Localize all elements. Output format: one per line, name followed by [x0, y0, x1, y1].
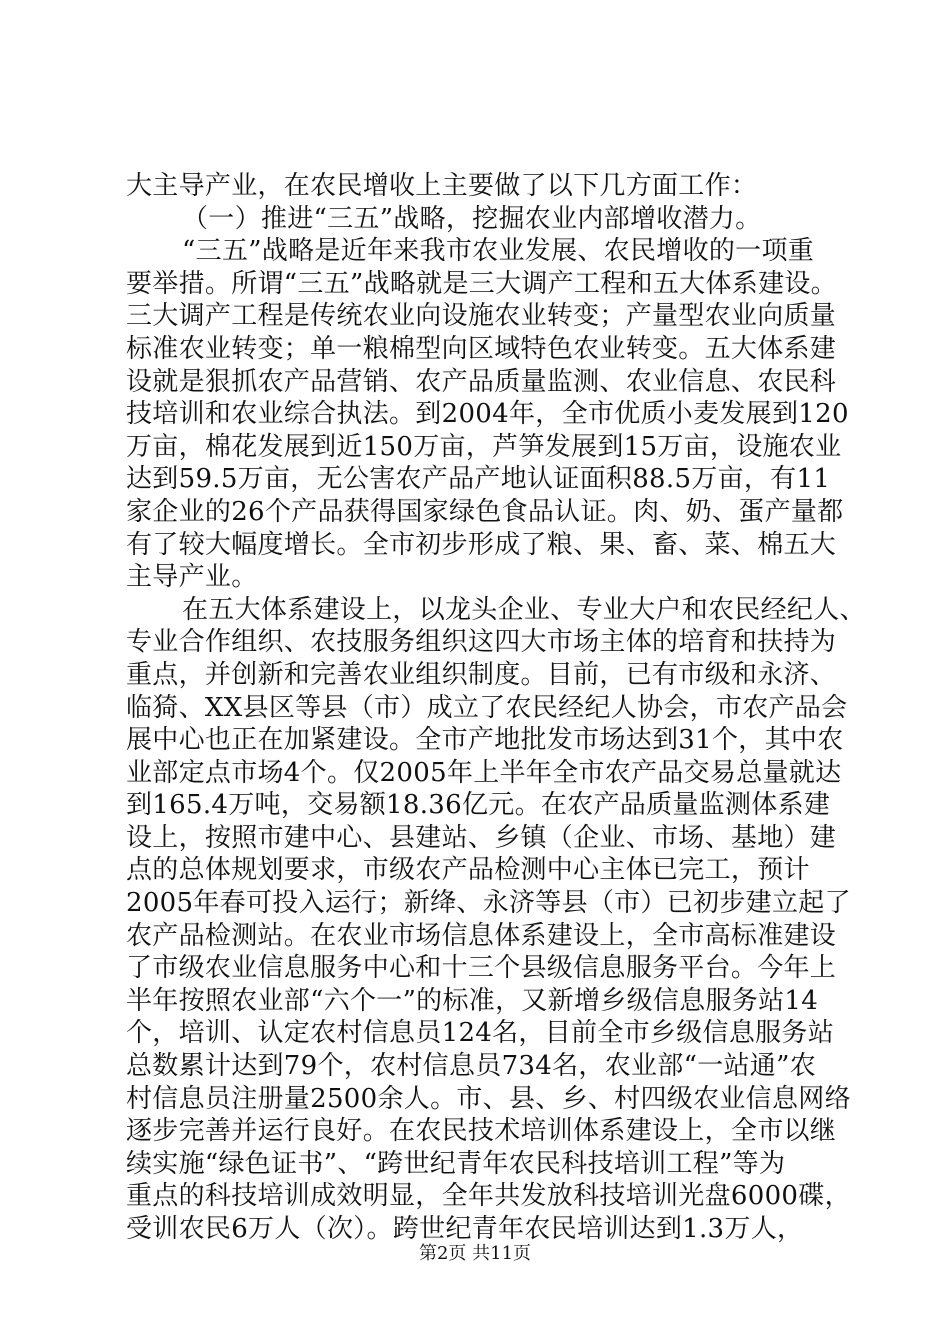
paragraph-start-line: “三五”战略是近年来我市农业发展、农民增收的一项重 — [182, 236, 815, 267]
section-heading: （一）推进“三五”战略，挖掘农业内部增收潜力。 — [182, 203, 762, 234]
text-line: 受训农民6万人（次）。跨世纪青年农民培训达到1.3万人， — [126, 1214, 804, 1244]
text-line: 要举措。所谓“三五”战略就是三大调产工程和五大体系建设。 — [126, 268, 837, 299]
text-line: 技培训和农业综合执法。到2004年，全市优质小麦发展到120 — [126, 399, 849, 430]
text-line: 大主导产业，在农民增收上主要做了以下几方面工作： — [126, 171, 758, 201]
text-line: 续实施“绿色证书”、“跨世纪青年农民科技培训工程”等为 — [126, 1148, 786, 1179]
text-line: 设上，按照市建中心、县建站、乡镇（企业、市场、基地）建 — [126, 822, 837, 853]
text-line: 有了较大幅度增长。全市初步形成了粮、果、畜、菜、棉五大 — [126, 529, 837, 560]
text-line: 主导产业。 — [126, 562, 258, 593]
text-line: 临猗、XX县区等县（市）成立了农民经纪人协会，市农产品会 — [126, 692, 848, 723]
text-line: 2005年春可投入运行；新绛、永济等县（市）已初步建立起了 — [126, 888, 851, 919]
text-line: 到165.4万吨，交易额18.36亿元。在农产品质量监测体系建 — [126, 790, 831, 821]
text-line: 达到59.5万亩，无公害农产品产地认证面积88.5万亩，有11 — [126, 464, 831, 495]
text-line: 三大调产工程是传统农业向设施农业转变；产量型农业向质量 — [126, 301, 837, 332]
text-line: 了市级农业信息服务中心和十三个县级信息服务平台。今年上 — [126, 953, 837, 984]
text-line: 个，培训、认定农村信息员124名，目前全市乡级信息服务站 — [126, 1018, 835, 1049]
paragraph-start-line: 在五大体系建设上，以龙头企业、专业大户和农民经纪人、 — [182, 594, 866, 625]
text-line: 逐步完善并运行良好。在农民技术培训体系建设上，全市以继 — [126, 1116, 837, 1147]
text-line: 展中心也正在加紧建设。全市产地批发市场达到31个，其中农 — [126, 725, 844, 756]
text-line: 家企业的26个产品获得国家绿色食品认证。肉、奶、蛋产量都 — [126, 496, 844, 527]
text-line: 标准农业转变；单一粮棉型向区域特色农业转变。五大体系建 — [126, 333, 837, 364]
text-line: 重点，并创新和完善农业组织制度。目前，已有市级和永济、 — [126, 659, 837, 690]
text-line: 专业合作组织、农技服务组织这四大市场主体的培育和扶持为 — [126, 627, 837, 658]
text-line: 点的总体规划要求，市级农产品检测中心主体已完工，预计 — [126, 855, 810, 886]
text-line: 万亩，棉花发展到近150万亩，芦笋发展到15万亩，设施农业 — [126, 431, 842, 462]
text-line: 业部定点市场4个。仅2005年上半年全市农产品交易总量就达 — [126, 757, 842, 788]
text-line: 村信息员注册量2500余人。市、县、乡、村四级农业信息网络 — [126, 1083, 851, 1114]
text-line: 设就是狠抓农产品营销、农产品质量监测、农业信息、农民科 — [126, 366, 837, 397]
text-line: 重点的科技培训成效明显，全年共发放科技培训光盘6000碟， — [126, 1181, 851, 1212]
text-line: 半年按照农业部“六个一”的标准，又新增乡级信息服务站14 — [126, 985, 819, 1016]
page-number-footer: 第2页 共11页 — [418, 1243, 532, 1264]
document-body — [126, 170, 866, 1246]
text-line: 农产品检测站。在农业市场信息体系建设上，全市高标准建设 — [126, 920, 837, 951]
text-line: 总数累计达到79个，农村信息员734名，农业部“一站通”农 — [126, 1051, 816, 1082]
